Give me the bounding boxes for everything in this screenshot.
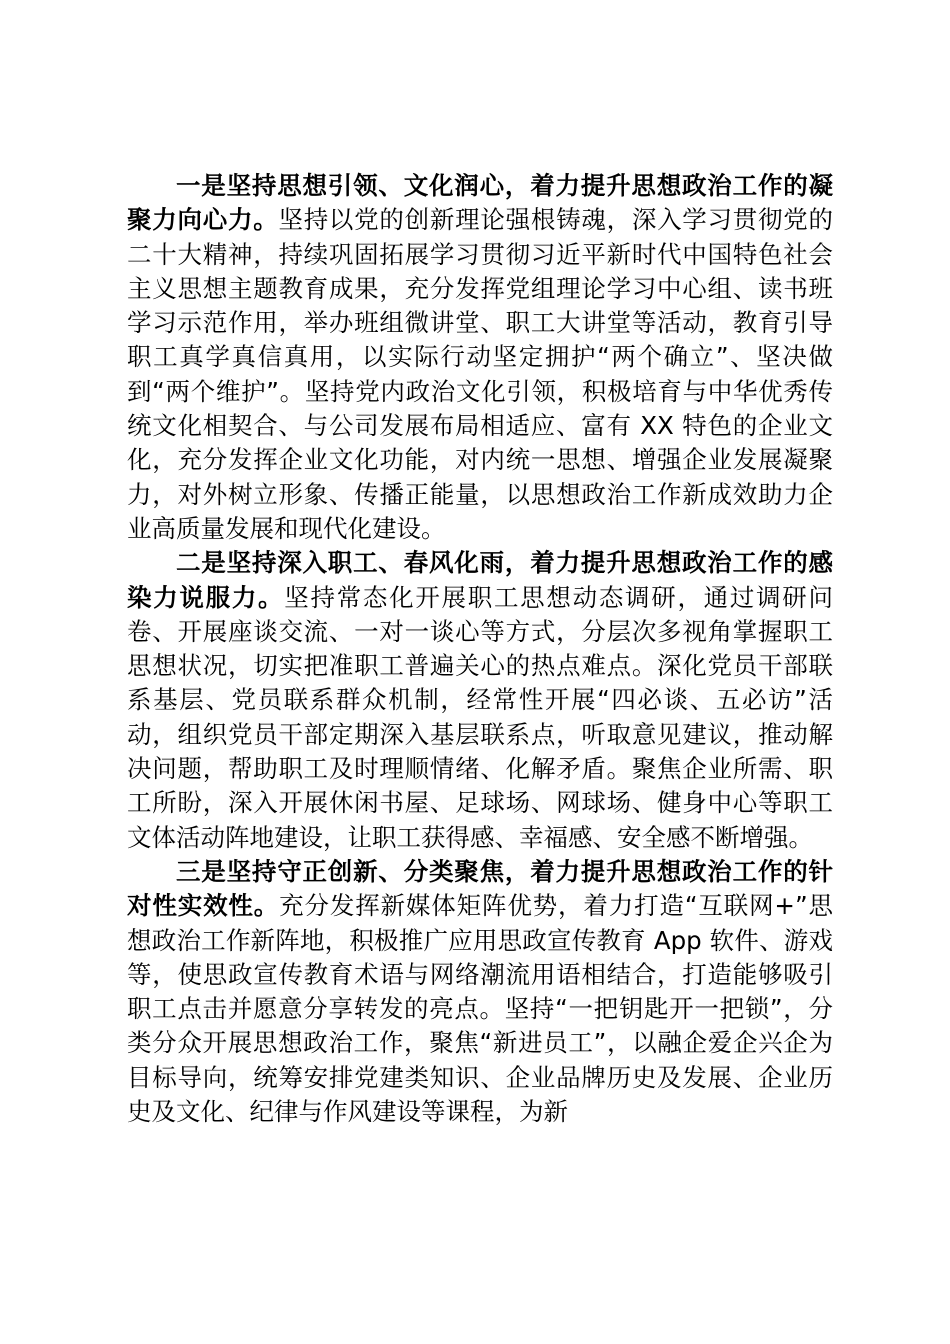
paragraph-3-body: 充分发挥新媒体矩阵优势，着力打造“互联网+”思想政治工作新阵地，积极推广应用思政宣传教育 App 软件、游戏等，使思政宣传教育术语与网络潮流用语相结合，打造能够吸引职工点击并愿意分享转发的亮点。坚持“一把钥匙开一把锁”，分类分众开展思想政治工作，聚焦“新进员工”，以融企爱企兴企为目标导向，统筹安排党建类知识、企业品牌历史及发展、企业历史及文化、纪律与作风建设等课程，为新 (127, 891, 834, 1127)
document-page (127, 169, 833, 1129)
paragraph-3-lead: 三是坚持守正创新、分类聚焦，着力提升思想政治工作的针对性实效性。 (127, 856, 833, 921)
paragraph-1-lead: 一是坚持思想引领、文化润心，着力提升思想政治工作的凝聚力向心力。 (127, 171, 833, 235)
paragraph-1 (127, 169, 833, 546)
paragraph-2-body: 坚持常态化开展职工思想动态调研，通过调研问卷、开展座谈交流、一对一谈心等方式，分层次多视角掌握职工思想状况，切实把准职工普遍关心的热点难点。深化党员干部联系基层、党员联系群众机制，经常性开展“四必谈、五必访”活动，组织党员干部定期深入基层联系点，听取意见建议，推动解决问题，帮助职工及时理顺情绪、化解矛盾。聚焦企业所需、职工所盼，深入开展休闲书屋、足球场、网球场、健身中心等职工文体活动阵地建设，让职工获得感、幸福感、安全感不断增强。 (127, 582, 834, 852)
paragraph-2-lead: 二是坚持深入职工、春风化雨，着力提升思想政治工作的感染力说服力。 (127, 548, 833, 612)
paragraph-2 (127, 546, 833, 855)
paragraph-1-body: 坚持以党的创新理论强根铸魂，深入学习贯彻党的二十大精神，持续巩固拓展学习贯彻习近平新时代中国特色社会主义思想主题教育成果，充分发挥党组理论学习中心组、读书班学习示范作用，举办班组微讲堂、职工大讲堂等活动，教育引导职工真学真信真用，以实际行动坚定拥护“两个确立”、坚决做到“两个维护”。坚持党内政治文化引领，积极培育与中华优秀传统文化相契合、与公司发展布局相适应、富有 XX 特色的企业文化，充分发挥企业文化功能，对内统一思想、增强企业发展凝聚力，对外树立形象、传播正能量，以思想政治工作新成效助力企业高质量发展和现代化建设。 (127, 205, 834, 543)
paragraph-3 (127, 855, 833, 1129)
